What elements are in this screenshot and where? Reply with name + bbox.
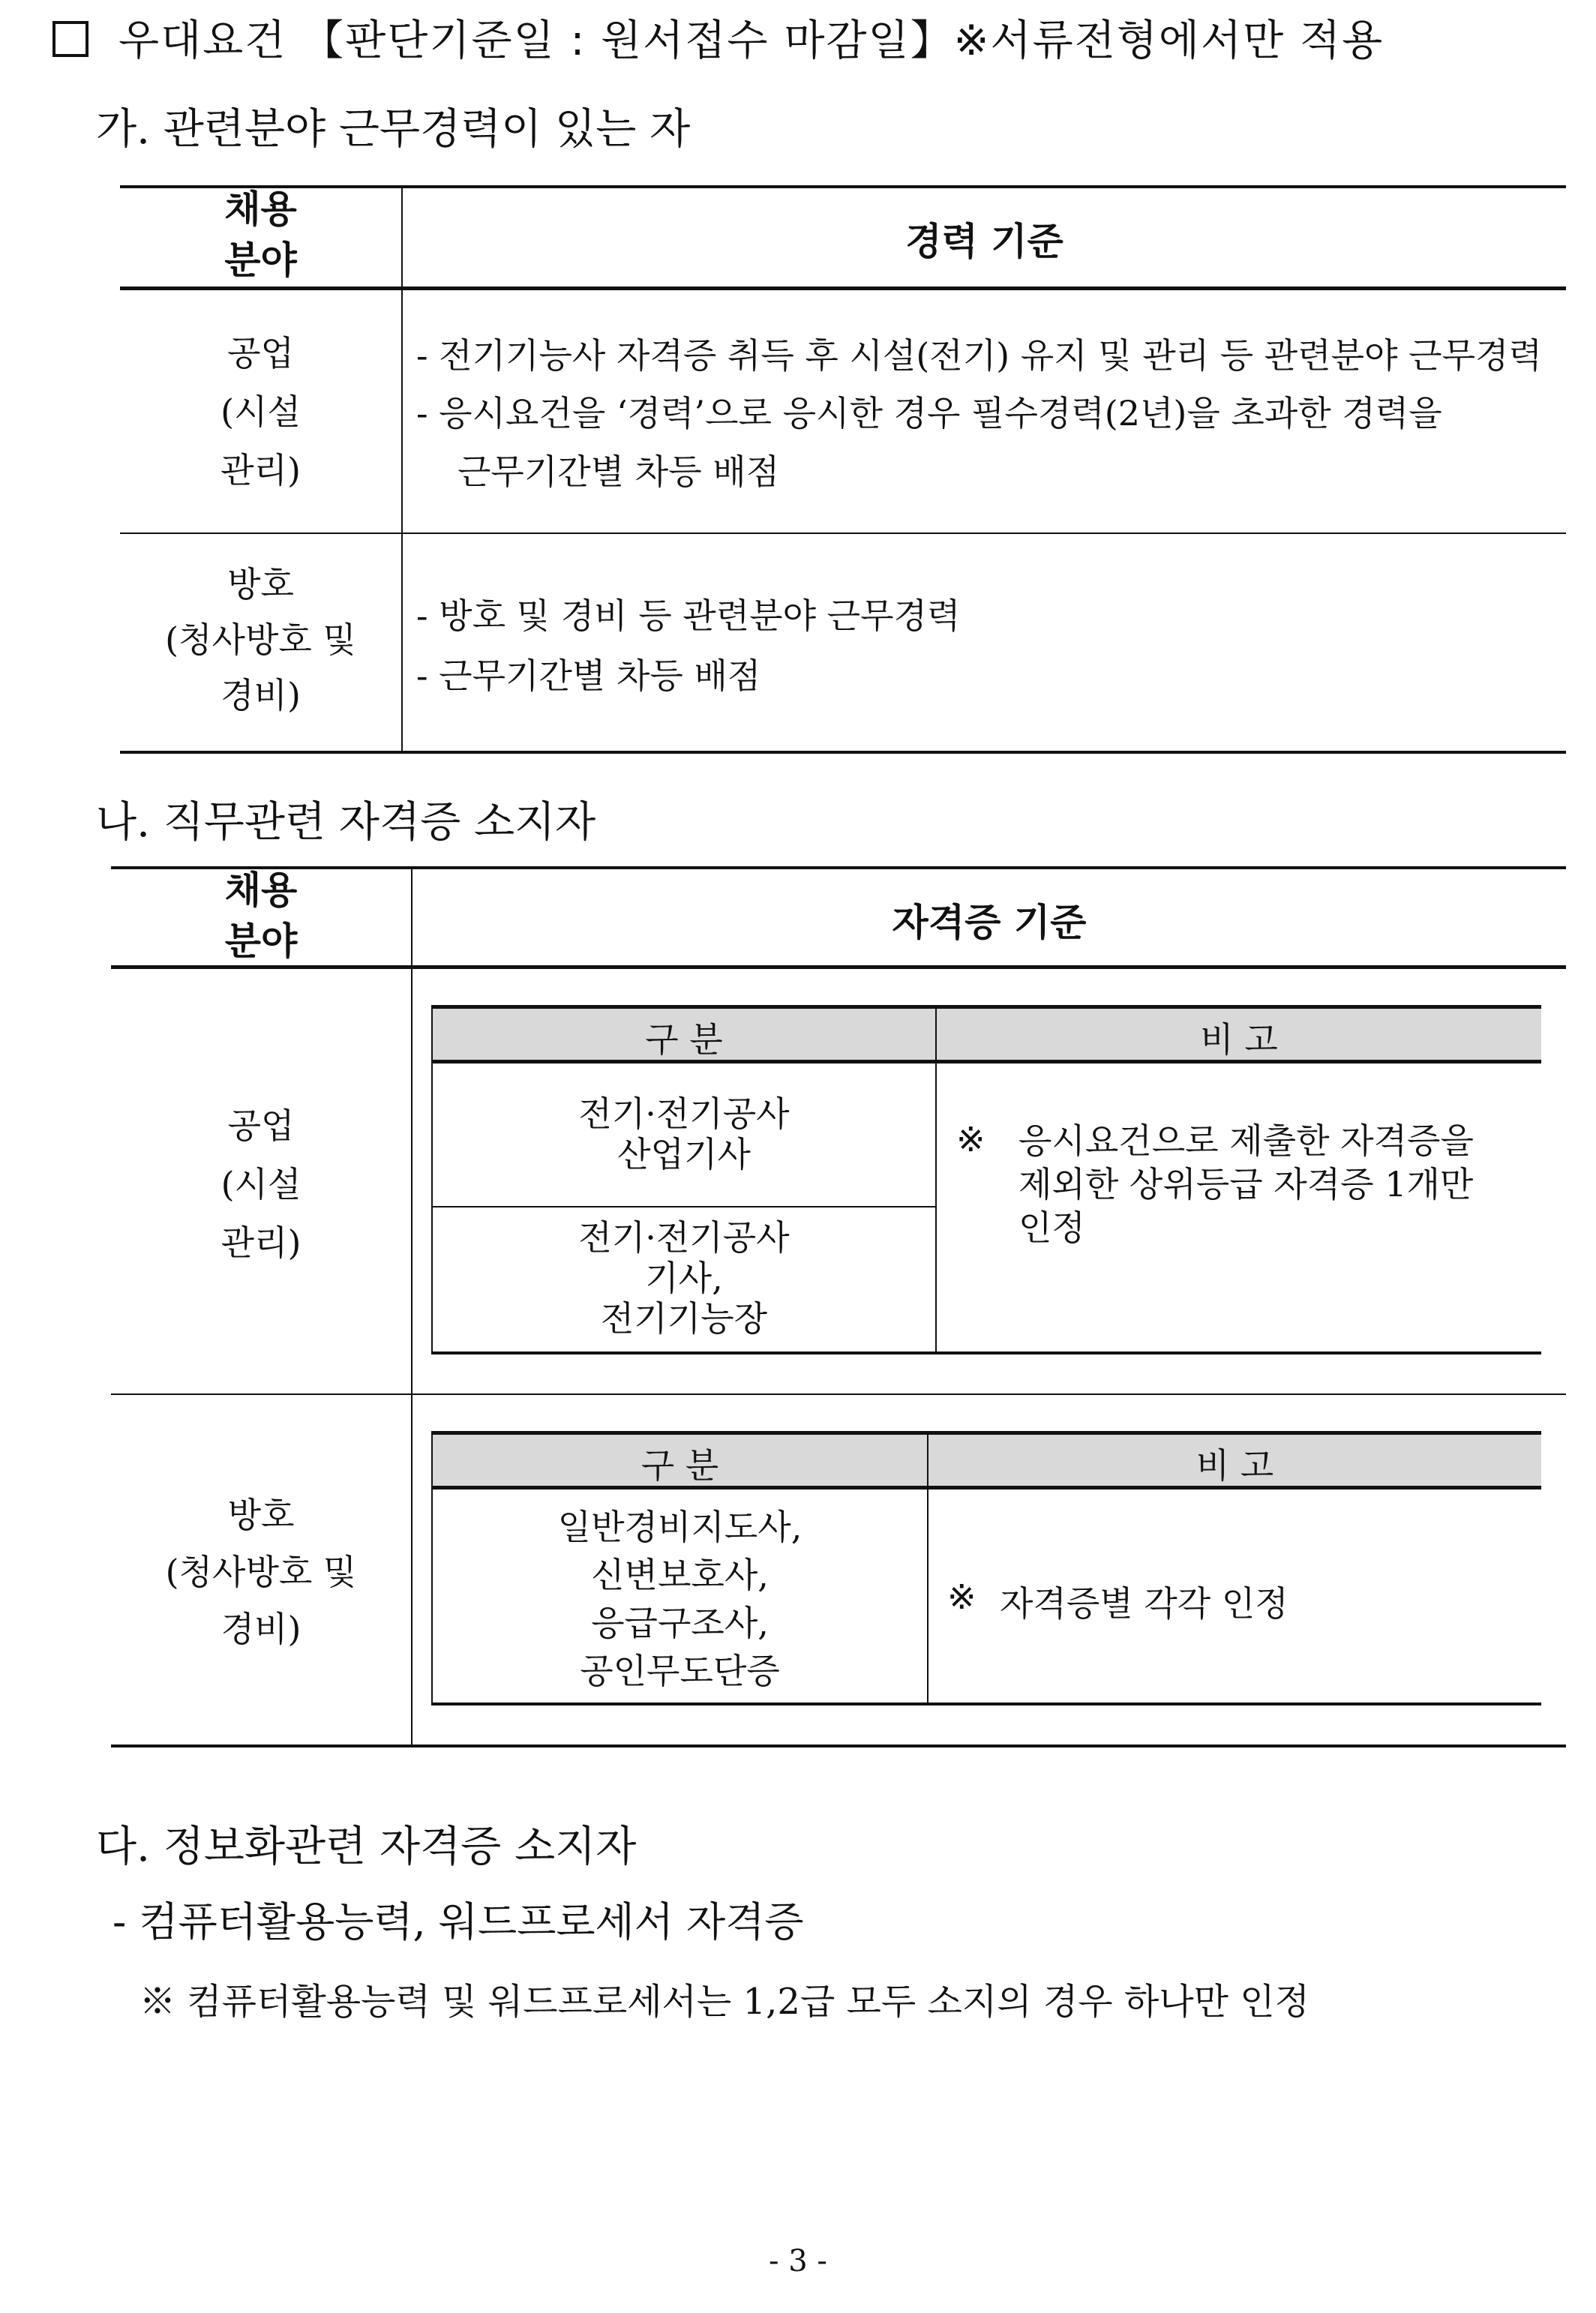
cert-line: 전기기능장: [600, 1298, 768, 1339]
section-c-item: - 컴퓨터활용능력, 워드프로세서 자격증: [112, 1898, 804, 1946]
field-line: 경비): [220, 1609, 302, 1649]
table-a-row1-field: [120, 324, 401, 500]
section-c-heading: 다. 정보화관련 자격증 소지자: [96, 1822, 637, 1871]
inner-table-2-bottom-rule: [431, 1702, 1541, 1706]
checkbox-icon: [52, 21, 88, 57]
inner-table-1-cert2: [433, 1217, 935, 1339]
inner-table-1-top-rule: [431, 1005, 1541, 1009]
cert-line: 응급구조사,: [591, 1603, 769, 1643]
header-line: 채용: [224, 868, 298, 912]
table-a-row2-field: [120, 556, 401, 723]
header-line: 분야: [224, 920, 298, 963]
cert-line: 산업기사: [617, 1134, 751, 1174]
field-line: 경비): [220, 675, 301, 716]
title-text: 우대요건 【판단기준일 : 원서접수 마감일】※서류전형에서만 적용: [118, 16, 1384, 65]
field-line: (청사방호 및: [165, 620, 356, 660]
field-line: (시설: [220, 392, 301, 432]
section-b-heading: 나. 직무관련 자격증 소지자: [96, 798, 596, 847]
cert-line: 전기·전기공사: [578, 1094, 790, 1134]
cert-line: 전기·전기공사: [578, 1217, 790, 1258]
cert-line: 일반경비지도사,: [557, 1507, 802, 1547]
table-a-row1-line1: - 전기기능사 자격증 취득 후 시설(전기) 유지 및 관리 등 관련분야 근무경력: [416, 335, 1542, 376]
field-line: (시설: [220, 1164, 302, 1204]
inner-table-1-note-mark: ※: [956, 1119, 986, 1160]
inner-table-2-col2-header: 비 고: [1196, 1445, 1274, 1486]
section-c-note: ※ 컴퓨터활용능력 및 워드프로세서는 1,2급 모두 소지의 경우 하나만 인정: [140, 1981, 1310, 2023]
table-b-bottom-rule: [111, 1744, 1566, 1748]
inner-table-1-note: [1018, 1119, 1474, 1250]
table-b-col1-header: [111, 865, 411, 967]
inner-table-1-col2-header: 비 고: [1200, 1019, 1278, 1060]
cert-line: 기사,: [645, 1258, 723, 1298]
table-a-col2-header: 경력 기준: [905, 220, 1064, 263]
field-line: 관리): [220, 450, 301, 490]
header-line: 채용: [224, 188, 297, 231]
table-a-row2-line2: - 근무기간별 차등 배점: [416, 656, 761, 696]
table-a-row1-line3: 근무기간별 차등 배점: [458, 452, 780, 492]
table-b-row1-field: [111, 1096, 411, 1272]
inner-table-2-note-mark: ※: [947, 1576, 976, 1617]
field-line: 공업: [227, 1106, 295, 1146]
table-a-header-rule: [120, 286, 1566, 290]
inner-table-2-top-rule: [431, 1431, 1541, 1435]
inner-table-1-bottom-rule: [431, 1352, 1541, 1354]
table-b-row2-field: [111, 1486, 411, 1658]
table-a-col-divider: [401, 187, 403, 752]
field-line: 방호: [227, 564, 294, 604]
table-a-col1-header: [120, 184, 401, 286]
section-a-heading: 가. 관련분야 근무경력이 있는 자: [96, 105, 691, 154]
cert-line: 신변보호사,: [591, 1555, 769, 1595]
page-number: - 3 -: [769, 2244, 827, 2278]
table-b-col2-header: 자격증 기준: [892, 901, 1087, 944]
table-a-bottom-rule: [120, 751, 1566, 754]
table-a-row-rule: [120, 532, 1566, 534]
note-line: 제외한 상위등급 자격증 1개만: [1018, 1164, 1474, 1204]
page-title: [52, 8, 1384, 68]
note-line: 인정: [1018, 1208, 1085, 1248]
inner-table-1-cert1: [433, 1094, 935, 1174]
inner-table-1-col1-header: 구 분: [645, 1019, 723, 1060]
header-line: 분야: [224, 238, 297, 282]
note-line: 응시요건으로 제출한 자격증을: [1018, 1120, 1474, 1161]
inner-table-2-certs: [433, 1503, 927, 1695]
field-line: 관리): [220, 1222, 302, 1263]
field-line: 공업: [227, 333, 294, 374]
inner-table-2-note: 자격증별 각각 인정: [1000, 1583, 1288, 1624]
field-line: 방호: [227, 1495, 295, 1535]
inner-table-1-mid-rule: [431, 1206, 935, 1208]
table-b-col-divider: [411, 868, 412, 1746]
table-b-row-rule: [111, 1394, 1566, 1395]
field-line: (청사방호 및: [165, 1552, 357, 1592]
inner-table-2-col1-header: 구 분: [640, 1445, 719, 1486]
cert-line: 공인무도단증: [580, 1651, 780, 1691]
table-a-row1-line2: - 응시요건을 ‘경력’으로 응시한 경우 필수경력(2년)을 초과한 경력을: [416, 393, 1442, 434]
table-a-row2-line1: - 방호 및 경비 등 관련분야 근무경력: [416, 596, 961, 636]
